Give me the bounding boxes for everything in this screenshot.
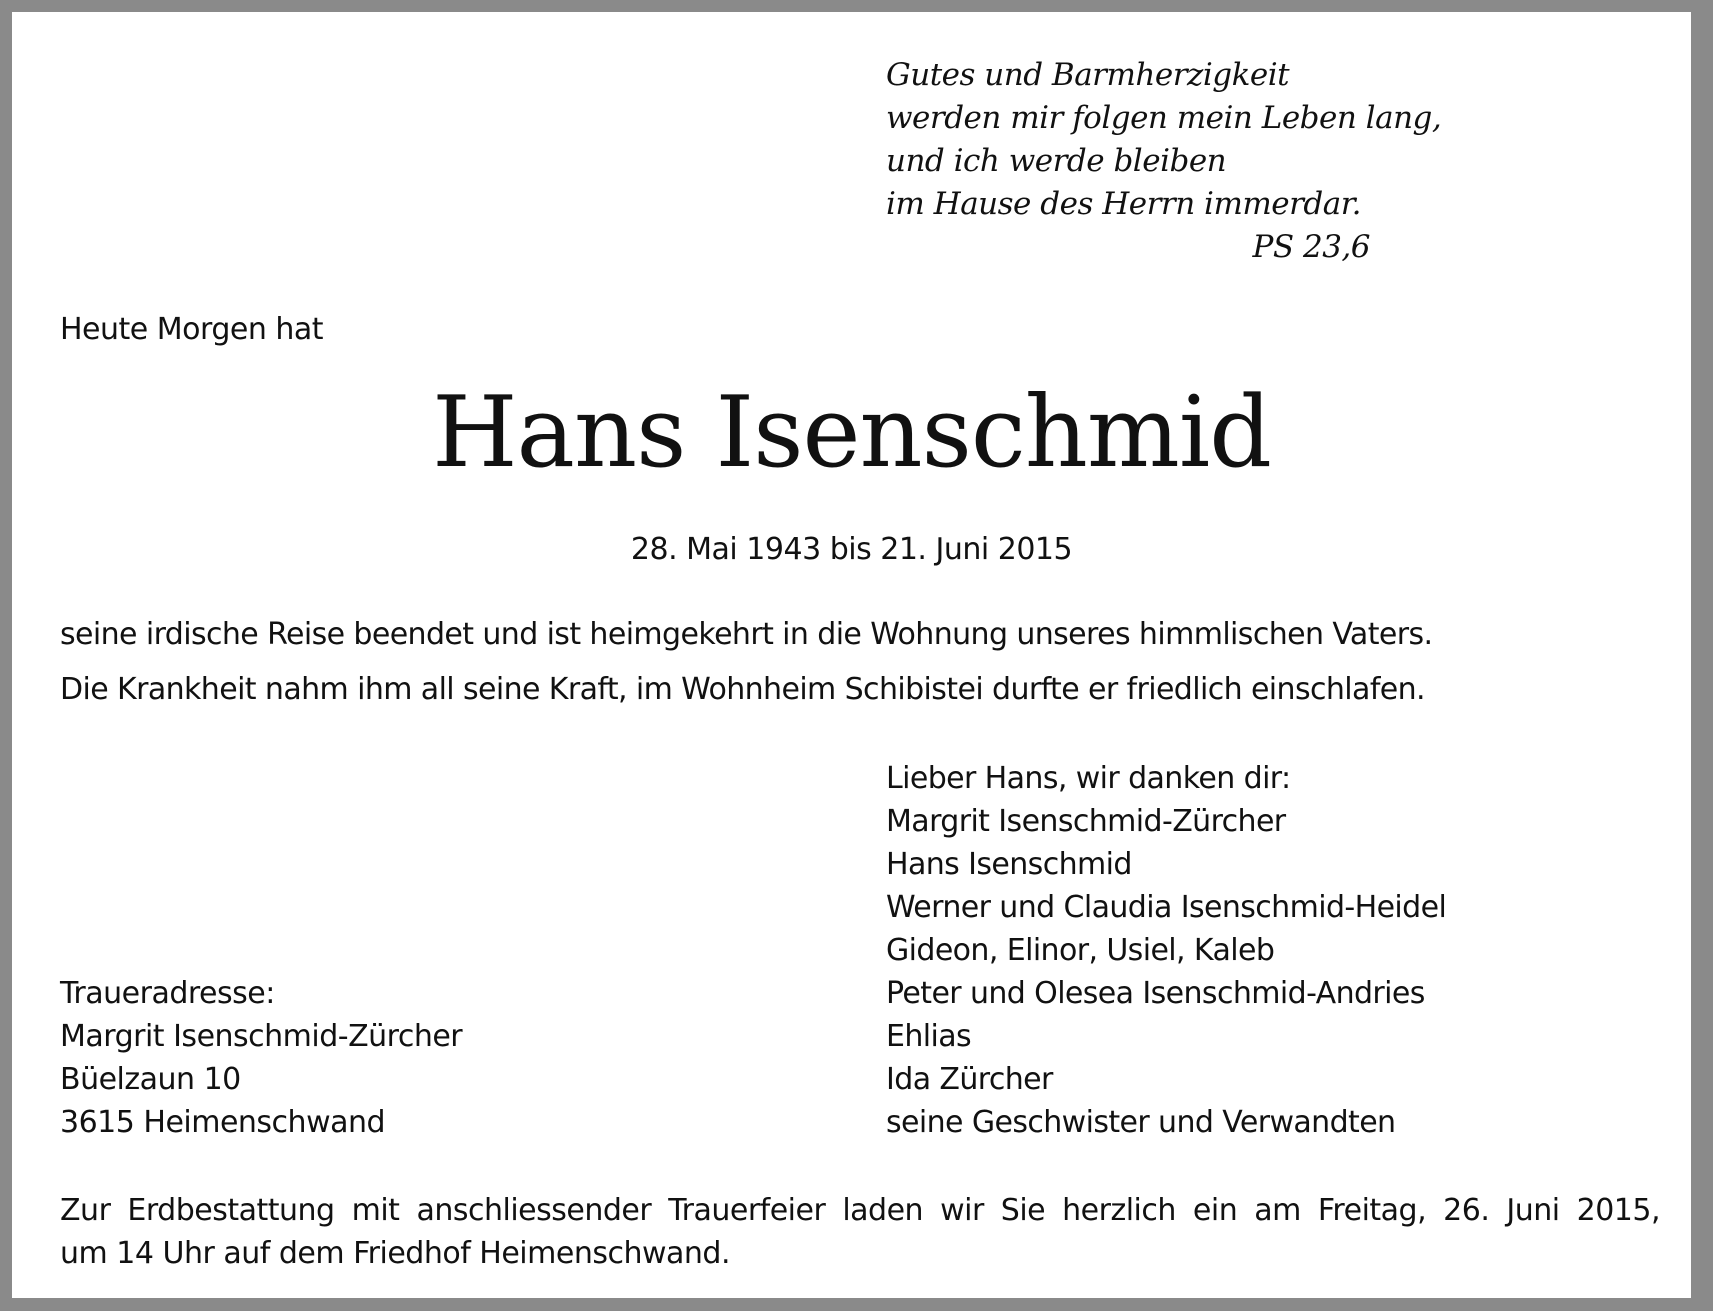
- address-label: Traueradresse:: [60, 976, 275, 1011]
- mourner-line: Gideon, Elinor, Usiel, Kaleb: [886, 933, 1275, 968]
- address-city: 3615 Heimenschwand: [60, 1105, 386, 1140]
- funeral-line: Zur Erdbestattung mit anschliessender Trauerfeier laden wir Sie herzlich ein am Freitag, 26. Juni 2015,: [60, 1193, 1660, 1228]
- funeral-line: um 14 Uhr auf dem Friedhof Heimenschwand.: [60, 1236, 730, 1271]
- mourner-line: Hans Isenschmid: [886, 847, 1132, 882]
- body-text-line: seine irdische Reise beendet und ist heimgekehrt in die Wohnung unseres himmlischen Vaters.: [60, 617, 1433, 652]
- mourner-line: Ida Zürcher: [886, 1062, 1053, 1097]
- address-street: Büelzaun 10: [60, 1062, 241, 1097]
- mourner-line: seine Geschwister und Verwandten: [886, 1105, 1396, 1140]
- mourner-line: Werner und Claudia Isenschmid-Heidel: [886, 890, 1447, 925]
- obituary-notice: [12, 12, 1691, 1298]
- psalm-line: Gutes und Barmherzigkeit: [886, 57, 1290, 93]
- mourner-line: Margrit Isenschmid-Zürcher: [886, 804, 1286, 839]
- mourning-address: [60, 972, 462, 1144]
- address-name: Margrit Isenschmid-Zürcher: [60, 1019, 463, 1054]
- funeral-announcement: [60, 1189, 1660, 1275]
- psalm-line: werden mir folgen mein Leben lang,: [886, 100, 1442, 136]
- psalm-reference: PS 23,6: [1252, 229, 1370, 265]
- mourner-line: Ehlias: [886, 1019, 972, 1054]
- psalm-line: und ich werde bleiben: [886, 143, 1227, 179]
- mourner-line: Peter und Olesea Isenschmid-Andries: [886, 976, 1425, 1011]
- intro-text: Heute Morgen hat: [60, 312, 324, 347]
- mourners-list: [886, 757, 1446, 1144]
- psalm-line: im Hause des Herrn immerdar.: [886, 186, 1362, 222]
- mourner-line: Lieber Hans, wir danken dir:: [886, 761, 1291, 796]
- life-dates: 28. Mai 1943 bis 21. Juni 2015: [630, 532, 1073, 567]
- body-text-line: Die Krankheit nahm ihm all seine Kraft, im Wohnheim Schibistei durfte er friedlich einschlafen.: [60, 672, 1425, 707]
- psalm-quote: [886, 54, 1441, 269]
- deceased-name: Hans Isenschmid: [432, 376, 1271, 490]
